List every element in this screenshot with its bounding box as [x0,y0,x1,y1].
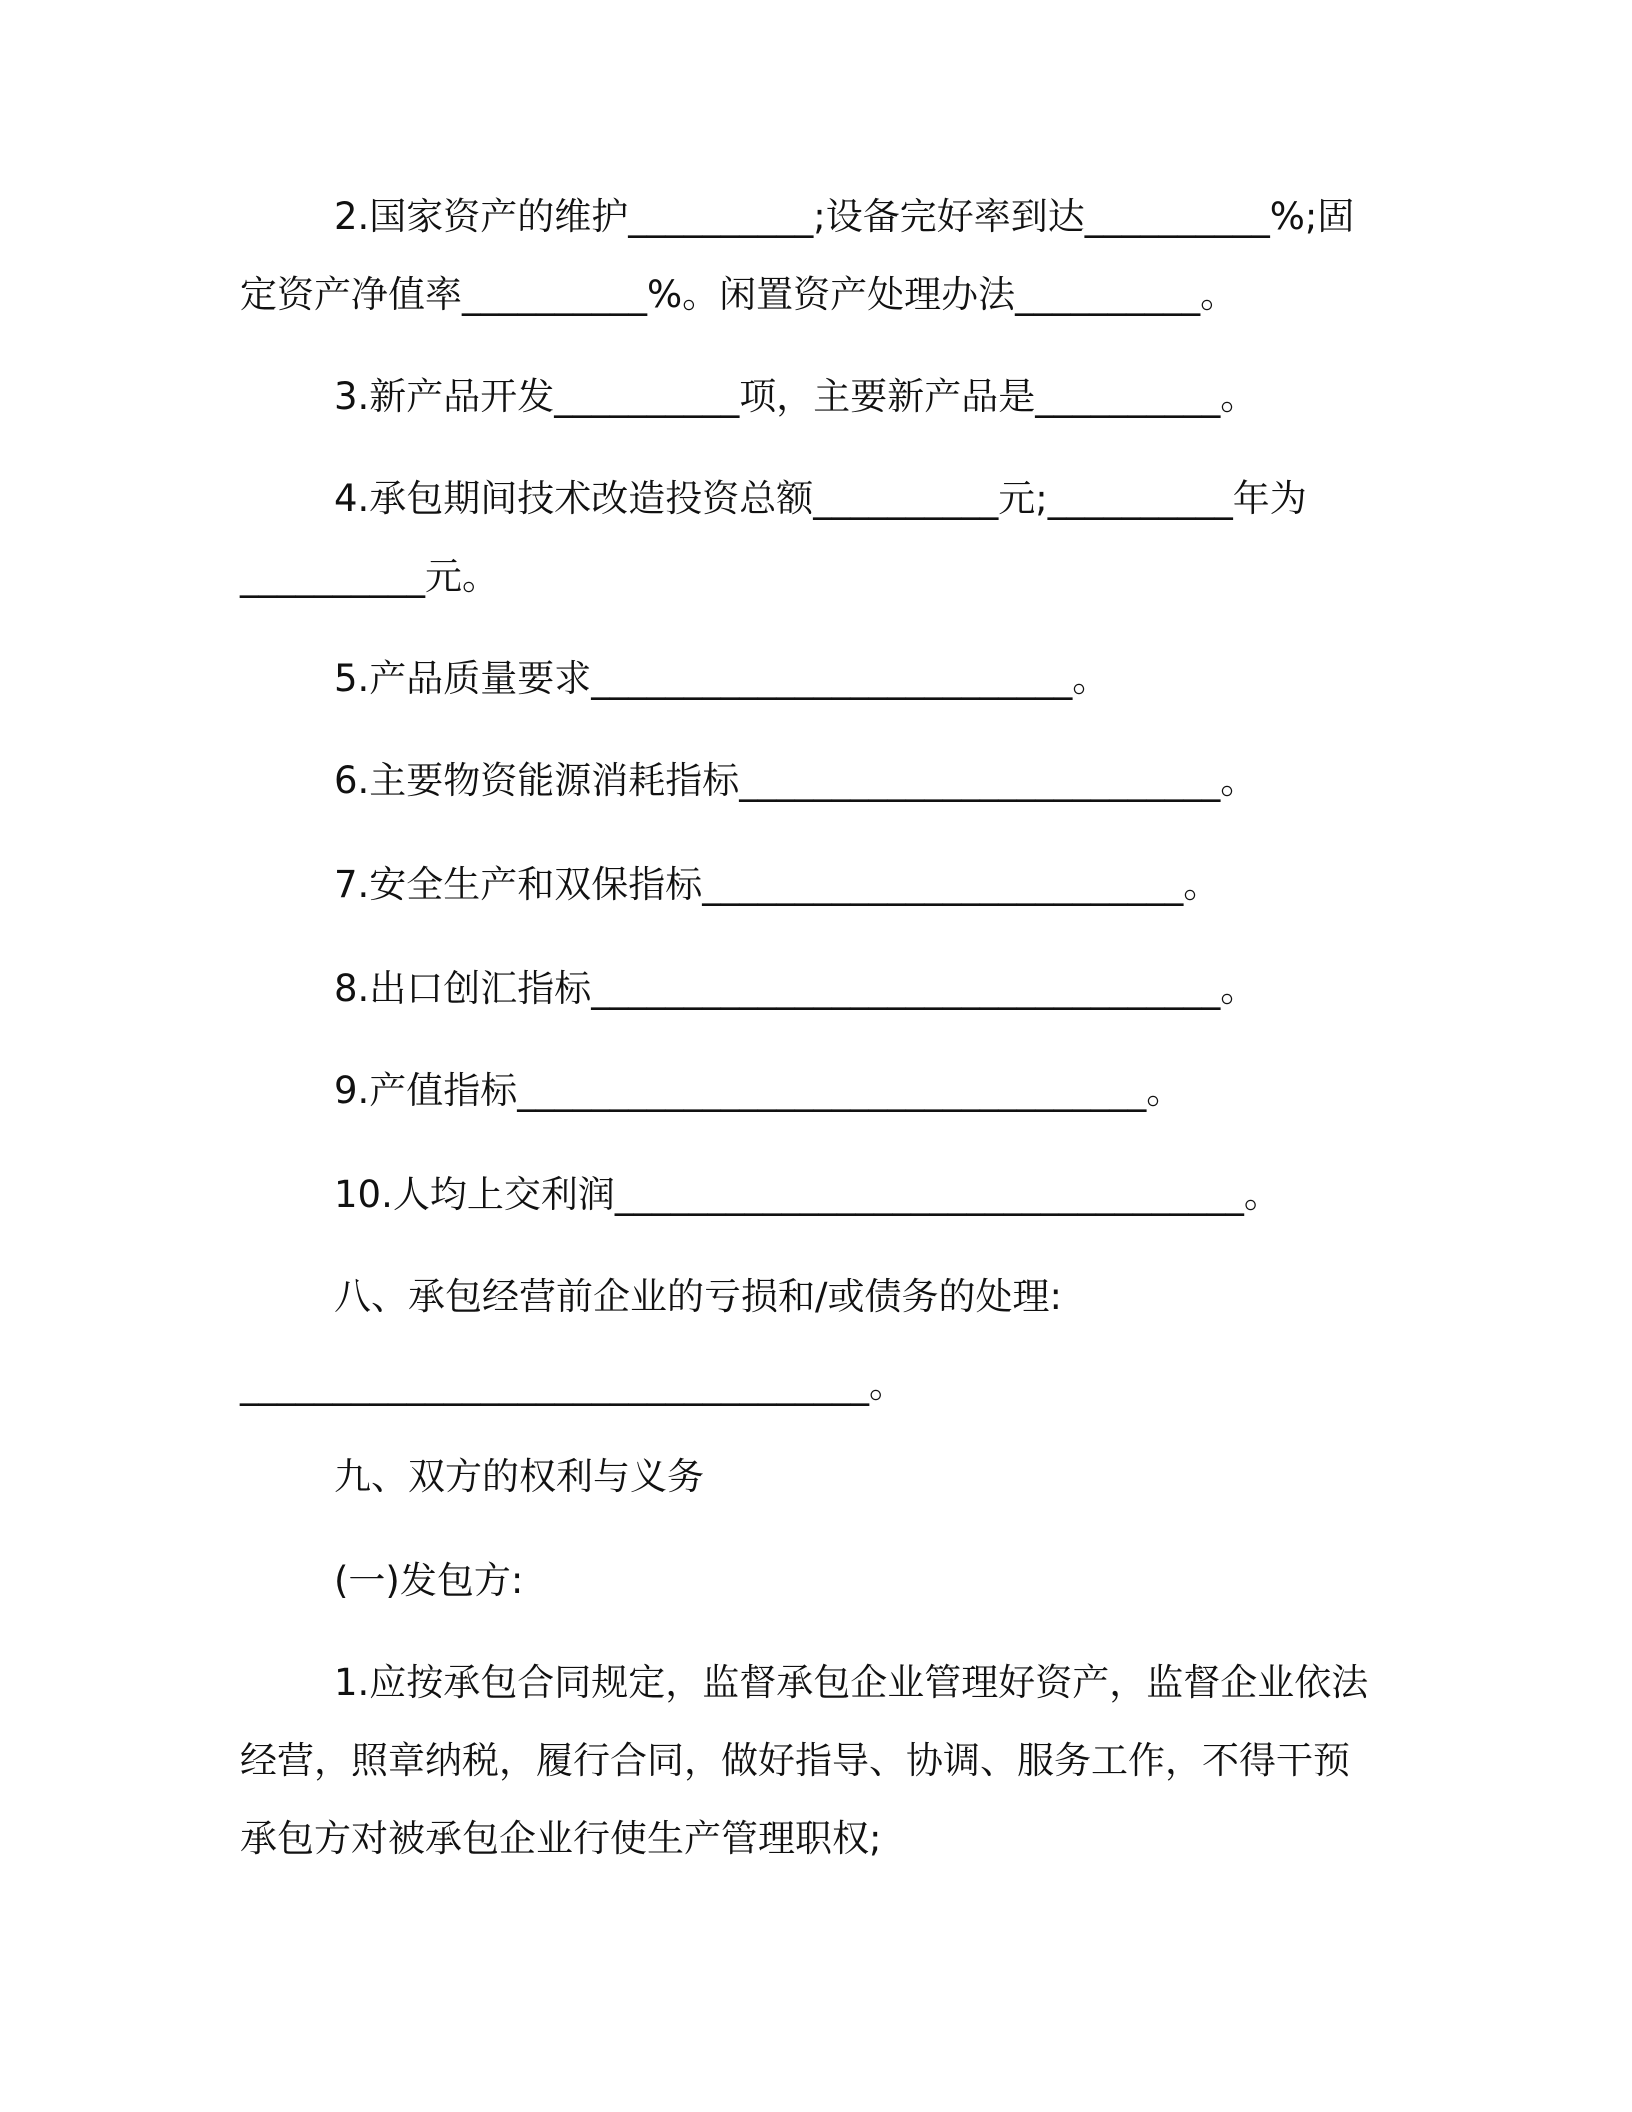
paragraph-tech-investment [240,460,1380,616]
subsection-employer-heading [240,1542,1380,1620]
paragraph-line: 5.产品质量要求__________________________。 [334,657,1110,700]
section-eight [240,1258,1380,1424]
paragraph-quality [240,640,1380,718]
paragraph-employer-duties [240,1644,1380,1878]
paragraph-line: __________元。 [240,555,499,598]
paragraph-line: 10.人均上交利润__________________________________。 [334,1173,1281,1216]
paragraph-line: 定资产净值率__________%。闲置资产处理办法__________。 [240,273,1238,316]
paragraph-asset-maintenance [240,178,1380,334]
paragraph-output-value [240,1052,1380,1130]
paragraph-line: 2.国家资产的维护__________;设备完好率到达__________%;固 [334,195,1355,238]
paragraph-line: 6.主要物资能源消耗指标__________________________。 [334,759,1258,802]
paragraph-line: 3.新产品开发__________项，主要新产品是__________。 [334,375,1258,418]
paragraph-line: 7.安全生产和双保指标__________________________。 [334,863,1221,906]
paragraph-export [240,950,1380,1028]
paragraph-line: 经营，照章纳税，履行合同，做好指导、协调、服务工作，不得干预 [240,1739,1350,1782]
section-nine-heading [240,1438,1380,1516]
section-heading: 八、承包经营前企业的亏损和/或债务的处理: [334,1275,1062,1318]
subsection-heading: (一)发包方: [334,1559,524,1602]
paragraph-line: 9.产值指标__________________________________。 [334,1069,1184,1112]
paragraph-energy [240,742,1380,820]
paragraph-safety [240,846,1380,924]
paragraph-line: 承包方对被承包企业行使生产管理职权; [240,1817,882,1860]
paragraph-new-product [240,358,1380,436]
paragraph-line: 1.应按承包合同规定，监督承包企业管理好资产，监督企业依法 [334,1661,1369,1704]
paragraph-profit [240,1156,1380,1234]
paragraph-line: __________________________________。 [240,1363,906,1406]
paragraph-line: 4.承包期间技术改造投资总额__________元;__________年为 [334,477,1307,520]
section-heading: 九、双方的权利与义务 [334,1455,704,1498]
paragraph-line: 8.出口创汇指标__________________________________。 [334,967,1258,1010]
